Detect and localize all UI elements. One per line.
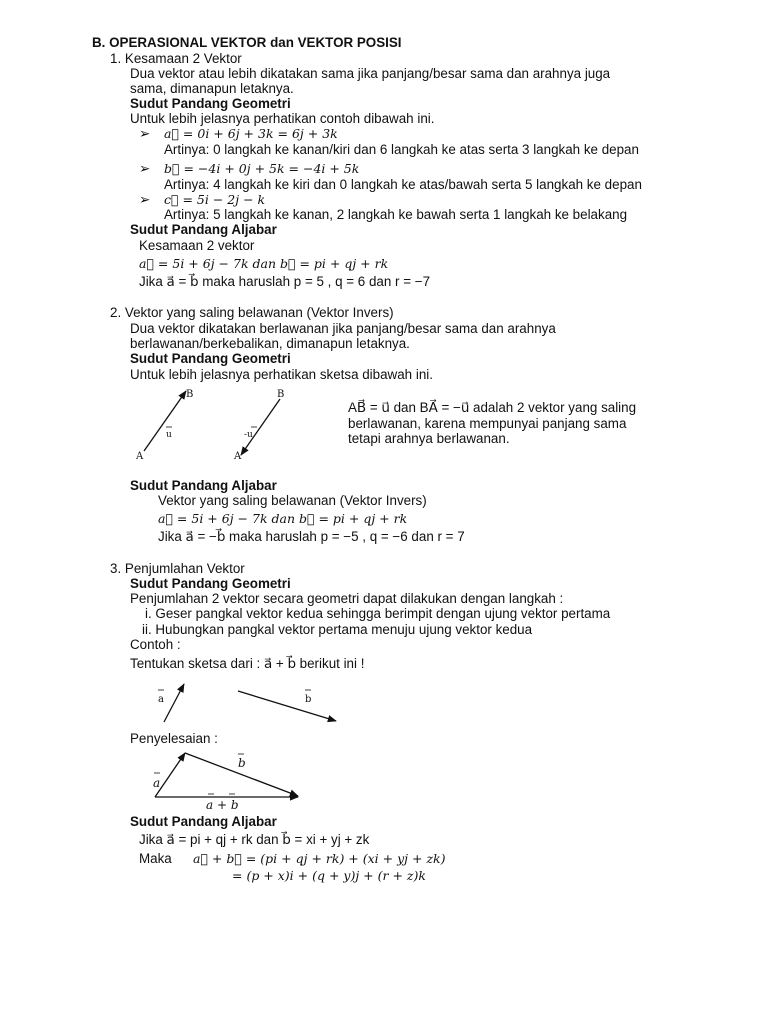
- text-line-l15: Artinya: 5 langkah ke kanan, 2 langkah ke bawah serta 1 langkah ke belakang: [164, 207, 628, 222]
- text-line-l44: = (p + x)i + (q + y)j + (r + z)k: [232, 868, 426, 883]
- solution-sketch: [145, 748, 310, 818]
- text-line-l07: ➢: [139, 126, 151, 141]
- vector-minus-u-label: -u: [244, 430, 253, 440]
- vector-a-label: a: [158, 694, 164, 705]
- text-line-l35: i. Geser pangkal vektor kedua sehingga berimpit dengan ujung vektor pertama: [145, 606, 611, 621]
- text-line-l26: berlawanan, karena mempunyai panjang sama: [348, 416, 627, 431]
- text-line-l11: b⃗ = −4i + 0j + 5k = −4i + 5k: [164, 161, 360, 176]
- text-line-l03: Dua vektor atau lebih dikatakan sama jika panjang/besar sama dan arahnya juga: [130, 66, 611, 81]
- vector-b-arrow: [238, 691, 336, 721]
- text-line-l39: Penyelesaian :: [130, 731, 218, 746]
- text-line-l42: Maka: [139, 851, 172, 866]
- text-line-l09: Artinya: 0 langkah ke kanan/kiri dan 6 langkah ke atas serta 3 langkah ke depan: [164, 142, 639, 157]
- text-line-l29: Vektor yang saling belawanan (Vektor Invers): [158, 493, 427, 508]
- solution-a-label: a: [153, 776, 161, 790]
- text-line-l20: 2. Vektor yang saling belawanan (Vektor Invers): [110, 305, 394, 320]
- text-line-l14: c⃗ = 5i − 2j − k: [164, 192, 266, 207]
- text-line-l10: ➢: [139, 161, 151, 176]
- text-line-l38: Tentukan sketsa dari : a⃗ + b⃗ berikut ini !: [130, 656, 365, 671]
- text-line-l08: a⃗ = 0i + 6j + 3k = 6j + 3k: [164, 126, 338, 141]
- text-line-l23: Sudut Pandang Geometri: [130, 351, 291, 366]
- point-a-label: A: [136, 451, 144, 462]
- text-line-l17: Kesamaan 2 vektor: [139, 238, 255, 253]
- text-line-l40: Sudut Pandang Aljabar: [130, 814, 277, 829]
- vector-ab-arrow: [144, 391, 186, 451]
- text-line-l37: Contoh :: [130, 637, 181, 652]
- text-line-l13: ➢: [139, 192, 151, 207]
- text-line-l06: Untuk lebih jelasnya perhatikan contoh dibawah ini.: [130, 111, 435, 126]
- text-line-l19: Jika a⃗ = b⃗ maka haruslah p = 5 , q = 6 dan r = −7: [139, 274, 431, 289]
- text-line-l24: Untuk lebih jelasnya perhatikan sketsa dibawah ini.: [130, 367, 433, 382]
- text-line-l28: Sudut Pandang Aljabar: [130, 478, 277, 493]
- text-line-l34: Penjumlahan 2 vektor secara geometri dapat dilakukan dengan langkah :: [130, 591, 564, 606]
- text-line-l36: ii. Hubungkan pangkal vektor pertama menuju ujung vektor kedua: [142, 622, 533, 637]
- text-line-l04: sama, dimanapun letaknya.: [130, 81, 294, 96]
- point-b-label: B: [186, 389, 194, 400]
- vector-b-label: b: [305, 694, 312, 705]
- text-line-l31: Jika a⃗ = −b⃗ maka haruslah p = −5 , q = −6 dan r = 7: [158, 529, 465, 544]
- point-a-label-right: A: [234, 451, 242, 462]
- vector-u-label: u: [166, 430, 172, 440]
- solution-b-label: b: [238, 756, 246, 770]
- text-line-l12: Artinya: 4 langkah ke kiri dan 0 langkah ke atas/bawah serta 5 langkah ke depan: [164, 177, 642, 192]
- text-line-l43: a⃗ + b⃗ = (pi + qj + rk) + (xi + yj + zk): [193, 851, 446, 866]
- text-line-l21: Dua vektor dikatakan berlawanan jika panjang/besar sama dan arahnya: [130, 321, 556, 336]
- text-line-l05: Sudut Pandang Geometri: [130, 96, 291, 111]
- text-line-l22: berlawanan/berkebalikan, dimanapun letaknya.: [130, 336, 410, 351]
- vector-ba-arrow: [241, 399, 280, 455]
- point-b-label-right: B: [277, 389, 285, 400]
- text-line-l16: Sudut Pandang Aljabar: [130, 222, 277, 237]
- solution-sum-label: a + b: [206, 798, 239, 812]
- text-line-l41: Jika a⃗ = pi + qj + rk dan b⃗ = xi + yj + zk: [139, 832, 370, 847]
- text-line-l25: AB⃗ = u⃗ dan BA⃗ = −u⃗ adalah 2 vektor yang saling: [348, 400, 637, 415]
- inverse-vectors-sketch: [130, 385, 300, 465]
- vector-a-arrow: [164, 684, 184, 722]
- solution-vector-a-arrow: [155, 753, 185, 797]
- text-line-l32: 3. Penjumlahan Vektor: [110, 561, 245, 576]
- text-line-l02: 1. Kesamaan 2 Vektor: [110, 51, 242, 66]
- text-line-l18: a⃗ = 5i + 6j − 7k dan b⃗ = pi + qj + rk: [139, 256, 389, 271]
- example-vectors-sketch: [150, 678, 350, 728]
- text-line-l33: Sudut Pandang Geometri: [130, 576, 291, 591]
- text-line-l01: B. OPERASIONAL VEKTOR dan VEKTOR POSISI: [92, 35, 402, 50]
- text-line-l27: tetapi arahnya berlawanan.: [348, 431, 510, 446]
- text-line-l30: a⃗ = 5i + 6j − 7k dan b⃗ = pi + qj + rk: [158, 511, 408, 526]
